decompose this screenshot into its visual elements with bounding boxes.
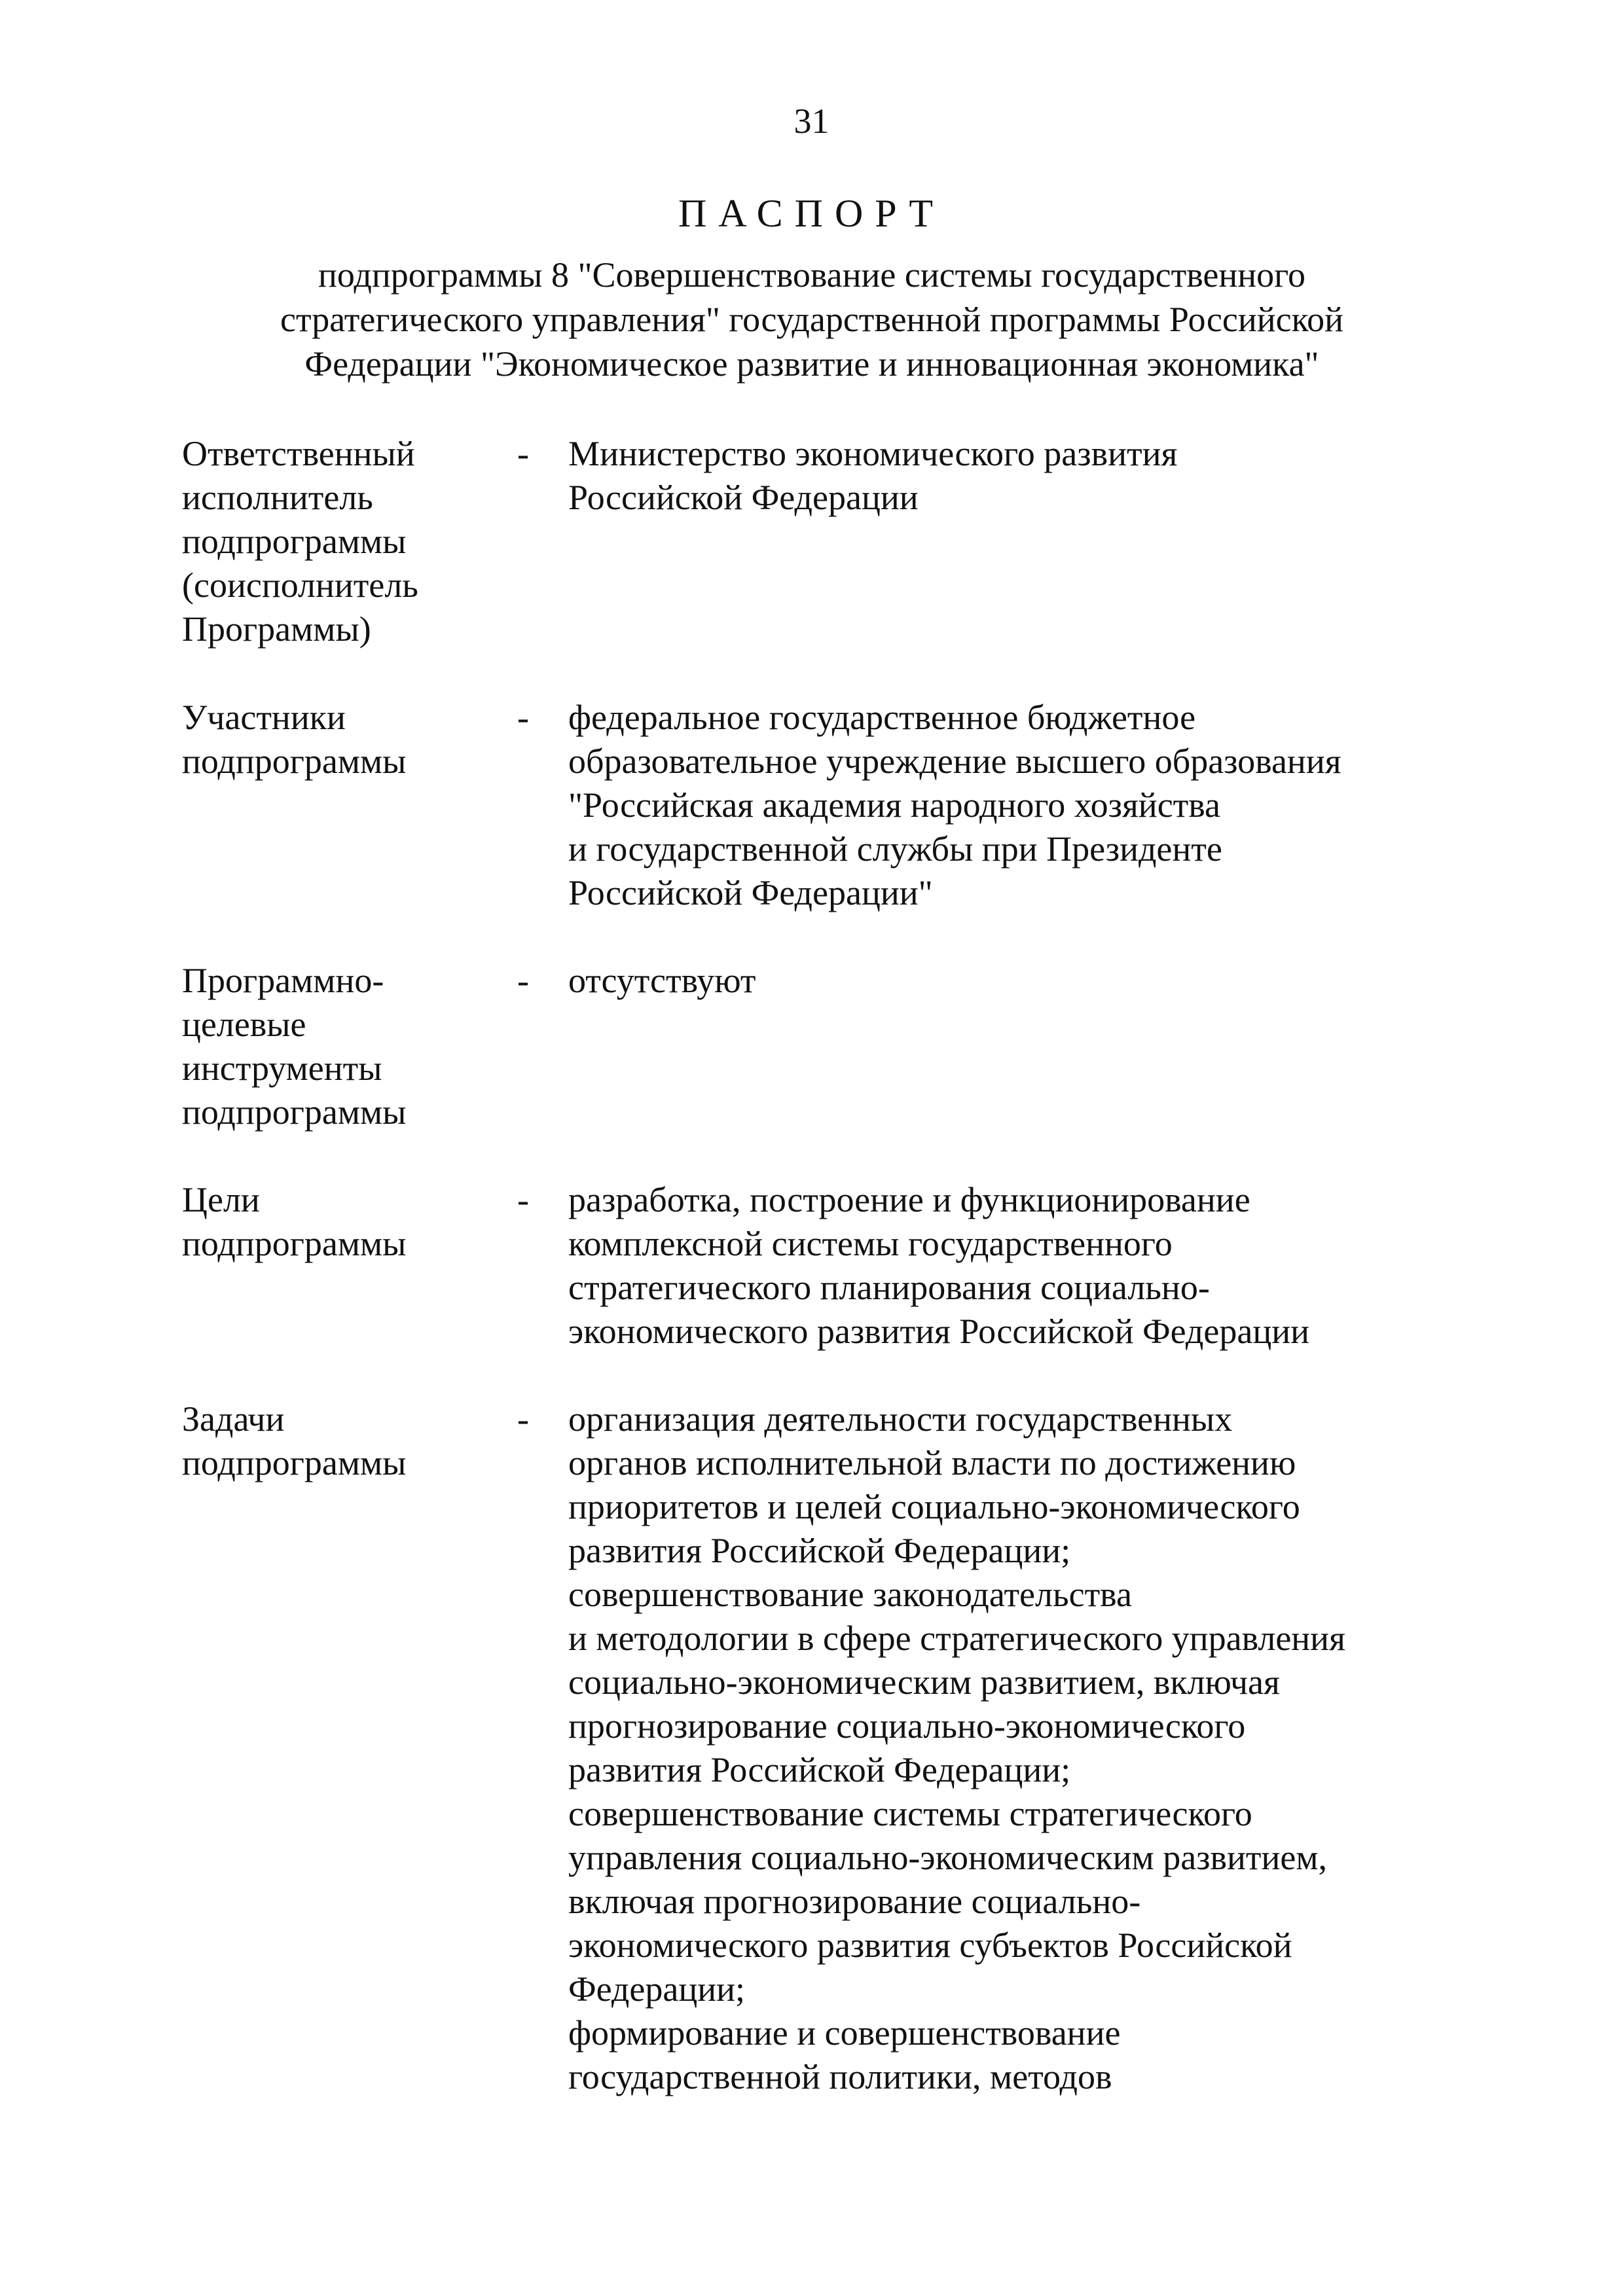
field-label (182, 1397, 406, 1485)
value-line: отсутствуют (568, 961, 756, 1000)
value-line: Министерство экономического развития (568, 434, 1178, 473)
value-line: и методологии в сфере стратегического управления (568, 1619, 1345, 1658)
field-value (568, 1397, 1345, 2099)
field-dash: - (517, 961, 529, 1000)
page-number: 31 (793, 101, 830, 141)
value-line: формирование и совершенствование (568, 2013, 1121, 2053)
value-line: Российской Федерации" (568, 873, 933, 912)
value-line: управления социально-экономическим развитием, (568, 1838, 1328, 1877)
label-line: Участники (182, 698, 346, 737)
value-line: комплексной системы государственного (568, 1224, 1173, 1263)
subtitle-line: стратегического управления" государственной программы Российской (280, 300, 1343, 339)
value-line: развития Российской Федерации; (568, 1531, 1071, 1570)
value-line: и государственной службы при Президенте (568, 829, 1222, 869)
label-line: исполнитель (182, 478, 373, 517)
value-line: "Российская академия народного хозяйства (568, 785, 1221, 825)
label-line: Программы) (182, 609, 371, 649)
field-dash: - (517, 1180, 529, 1219)
value-line: приоритетов и целей социально-экономического (568, 1487, 1300, 1526)
document-title: ПАСПОРТ (678, 192, 945, 235)
value-line: совершенствование системы стратегического (568, 1794, 1252, 1833)
value-line: прогнозирование социально-экономического (568, 1706, 1246, 1746)
label-line: подпрограммы (182, 1224, 407, 1263)
field-dash: - (517, 1399, 529, 1439)
value-line: Российской Федерации (568, 478, 919, 517)
label-line: подпрограммы (182, 742, 407, 781)
value-line: федеральное государственное бюджетное (568, 698, 1196, 737)
value-line: органов исполнительной власти по достижению (568, 1443, 1296, 1482)
label-line: Цели (182, 1180, 260, 1219)
value-line: развития Российской Федерации; (568, 1750, 1071, 1789)
field-label (182, 432, 418, 651)
value-line: разработка, построение и функционирование (568, 1180, 1250, 1219)
label-line: Задачи (182, 1399, 285, 1439)
value-line: экономического развития субъектов Российской (568, 1926, 1292, 1965)
field-label (182, 1178, 406, 1266)
document-subtitle (157, 253, 1467, 386)
value-line: Федерации; (568, 1969, 746, 2009)
label-line: (соисполнитель (182, 565, 418, 605)
label-line: подпрограммы (182, 1092, 407, 1132)
value-line: образовательное учреждение высшего образования (568, 742, 1341, 781)
value-line: включая прогнозирование социально- (568, 1882, 1141, 1921)
field-value (568, 959, 756, 1003)
value-line: социально-экономическим развитием, включая (568, 1662, 1280, 1702)
value-line: совершенствование законодательства (568, 1575, 1132, 1614)
label-line: подпрограммы (182, 522, 407, 561)
field-label (182, 959, 406, 1134)
label-line: подпрограммы (182, 1443, 407, 1482)
value-line: государственной политики, методов (568, 2057, 1112, 2096)
field-value (568, 1178, 1309, 1354)
field-value (568, 696, 1341, 915)
field-dash: - (517, 698, 529, 737)
subtitle-line: Федерации "Экономическое развитие и инновационная экономика" (304, 344, 1319, 384)
field-label (182, 696, 406, 783)
value-line: организация деятельности государственных (568, 1399, 1233, 1439)
value-line: экономического развития Российской Федерации (568, 1312, 1310, 1351)
value-line: стратегического планирования социально- (568, 1268, 1210, 1307)
field-value (568, 432, 1177, 520)
field-dash: - (517, 434, 529, 473)
label-line: Программно- (182, 961, 384, 1000)
label-line: целевые (182, 1005, 306, 1044)
label-line: Ответственный (182, 434, 415, 473)
label-line: инструменты (182, 1049, 382, 1088)
subtitle-line: подпрограммы 8 "Совершенствование системы государственного (318, 255, 1305, 295)
